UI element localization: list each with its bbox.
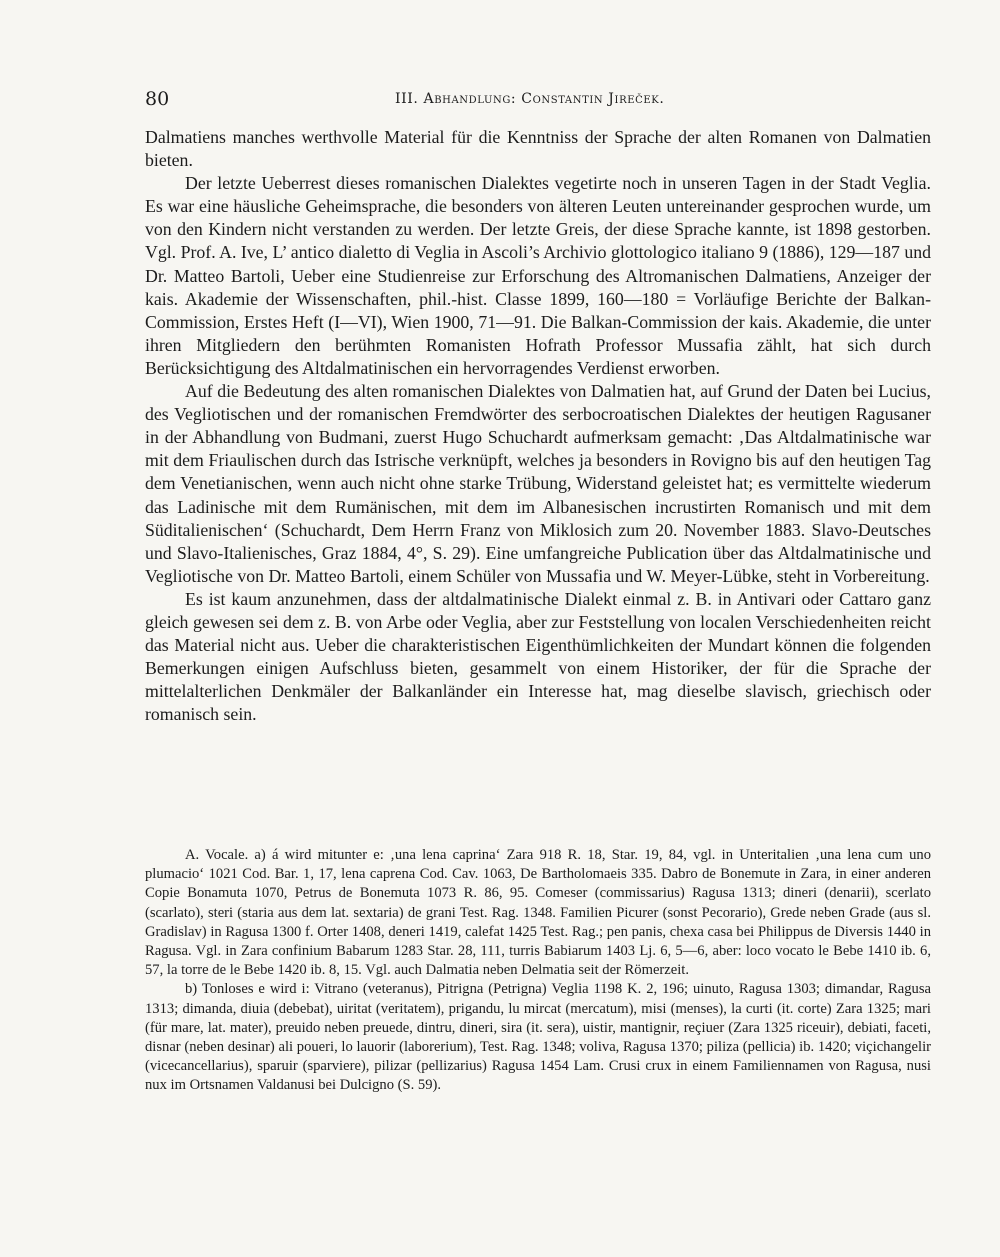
main-text: [145, 126, 931, 726]
note-paragraph: b) Tonloses e wird i: Vitrano (veteranus), Pitrigna (Petrigna) Veglia 1198 K. 2, 196; uinuto, Ragusa 1303; dimandar, Ragusa 1313; dimanda, diuia (debebat), uiritat (veritatem), prigandu, lu mircat (mercatum), misi (menses), la curti (it. corte) Zara 1325; mari (für mare, lat. mater), preuido neben preuede, dintru, dineri, sira (it. sera), uistir, mantignir, reçiuer (Zara 1325 riceuir), debiati, faceti, disnar (neben desinar) ali poueri, lo lauorir (laborerium), Test. Rag. 1348; voliva, Ragusa 1370; piliza (pellicia) ib. 1420; viçichangelir (vicecancellarius), sparuir (sparviere), pilizar (pellizarius) Ragusa 1454 Lam. Crusi crux in einem Familiennamen von Ragusa, nusi nux im Ortsnamen Valdanusi bei Dulcigno (S. 59).: [145, 981, 931, 1094]
running-head: III. Abhandlung: Constantin Jireček.: [395, 91, 665, 107]
paragraph: Der letzte Ueberrest dieses romanischen Dialektes vegetirte noch in unseren Tagen in der Stadt Veglia. Es war eine häusliche Geheimsprache, die besonders von älteren Leuten untereinander gesprochen wurde, um von den Kindern nicht verstanden zu werden. Der letzte Greis, der diese Sprache kannte, ist 1898 gestorben. Vgl. Prof. A. Ive, L’ antico dialetto di Veglia in Ascoli’s Archivio glottologico italiano 9 (1886), 129—187 und Dr. Matteo Bartoli, Ueber eine Studienreise zur Erforschung des Altromanischen Dalmatiens, Anzeiger der kais. Akademie der Wissenschaften, phil.-hist. Classe 1899, 160—180 = Vorläufige Berichte der Balkan-Commission, Erstes Heft (I—VI), Wien 1900, 71—91. Die Balkan-Commission der kais. Akademie, die unter ihren Mitgliedern den berühmten Romanisten Hofrath Professor Mussafia zählt, hat sich durch Berücksichtigung des Altdalmatinischen ein hervorragendes Verdienst erworben.: [145, 173, 931, 378]
note-paragraph: A. Vocale. a) á wird mitunter e: ‚una lena caprina‘ Zara 918 R. 18, Star. 19, 84, vgl. in Unteritalien ‚una lena cum uno plumacio‘ 1021 Cod. Bar. 1, 17, lena caprena Cod. Cav. 1063, De Bartholomaeis 335. Dabro de Bonemute in Zara, in einer anderen Copie Bonamuta 1070, Petrus de Bonemuta 1073 R. 86, 95. Comeser (commissarius) Ragusa 1313; dineri (denarii), scerlato (scarlato), steri (staria aus dem lat. sextaria) de grani Test. Rag. 1348. Familien Picurer (sonst Pecorario), Grede neben Grade (aus sl. Gradislav) in Ragusa 1300 f. Orter 1408, deneri 1419, calefat 1425 Test. Rag.; pen panis, chexa casa bei Philippus de Diversis 1440 in Ragusa. Vgl. in Zara confinium Babarum 1283 Star. 28, 111, turris Babiarum 1403 Lj. 6, 5—6, aber: loco vocato le Bebe 1410 ib. 6, 57, la torre de le Bebe 1420 ib. 8, 15. Vgl. auch Dalmatia neben Delmatia seit der Römerzeit.: [145, 847, 931, 979]
page-header: [145, 88, 931, 112]
page-number: 80: [145, 88, 170, 110]
paragraph: Auf die Bedeutung des alten romanischen Dialektes von Dalmatien hat, auf Grund der Daten bei Lucius, des Vegliotischen und der romanischen Fremdwörter des serbocroatischen Dialektes der heutigen Ragusaner in der Abhandlung von Budmani, zuerst Hugo Schuchardt aufmerksam gemacht: ‚Das Altdalmatinische war mit dem Friaulischen durch das Istrische verknüpft, welches ja besonders in Rovigno bis auf den heutigen Tag dem Venetianischen, wenn auch nicht ohne starke Trübung, Widerstand geleistet hat; es vermittelte wiederum das Ladinische mit dem Rumänischen, mit dem im Albanesischen incrustirten Romanisch und mit dem Süditalienischen‘ (Schuchardt, Dem Herrn Franz von Miklosich zum 20. November 1883. Slavo-Deutsches und Slavo-Italienisches, Graz 1884, 4°, S. 29). Eine umfangreiche Publication über das Altdalmatinische und Vegliotische von Dr. Matteo Bartoli, einem Schüler von Mussafia und W. Meyer-Lübke, steht in Vorbereitung.: [145, 381, 931, 586]
paragraph: Es ist kaum anzunehmen, dass der altdalmatinische Dialekt einmal z. B. in Antivari oder Cattaro ganz gleich gewesen sei dem z. B. von Arbe oder Veglia, aber zur Feststellung von localen Verschiedenheiten reicht das Material nicht aus. Ueber die charakteristischen Eigenthümlichkeiten der Mundart können die folgenden Bemerkungen einigen Aufschluss bieten, gesammelt von einem Historiker, der für die Sprache der mittelalterlichen Denkmäler der Balkanländer ein Interesse hat, mag dieselbe slavisch, griechisch oder romanisch sein.: [145, 588, 931, 725]
paragraph: Dalmatiens manches werthvolle Material für die Kenntniss der Sprache der alten Romanen von Dalmatien bieten.: [145, 127, 931, 171]
vowel-notes: [145, 846, 931, 1096]
